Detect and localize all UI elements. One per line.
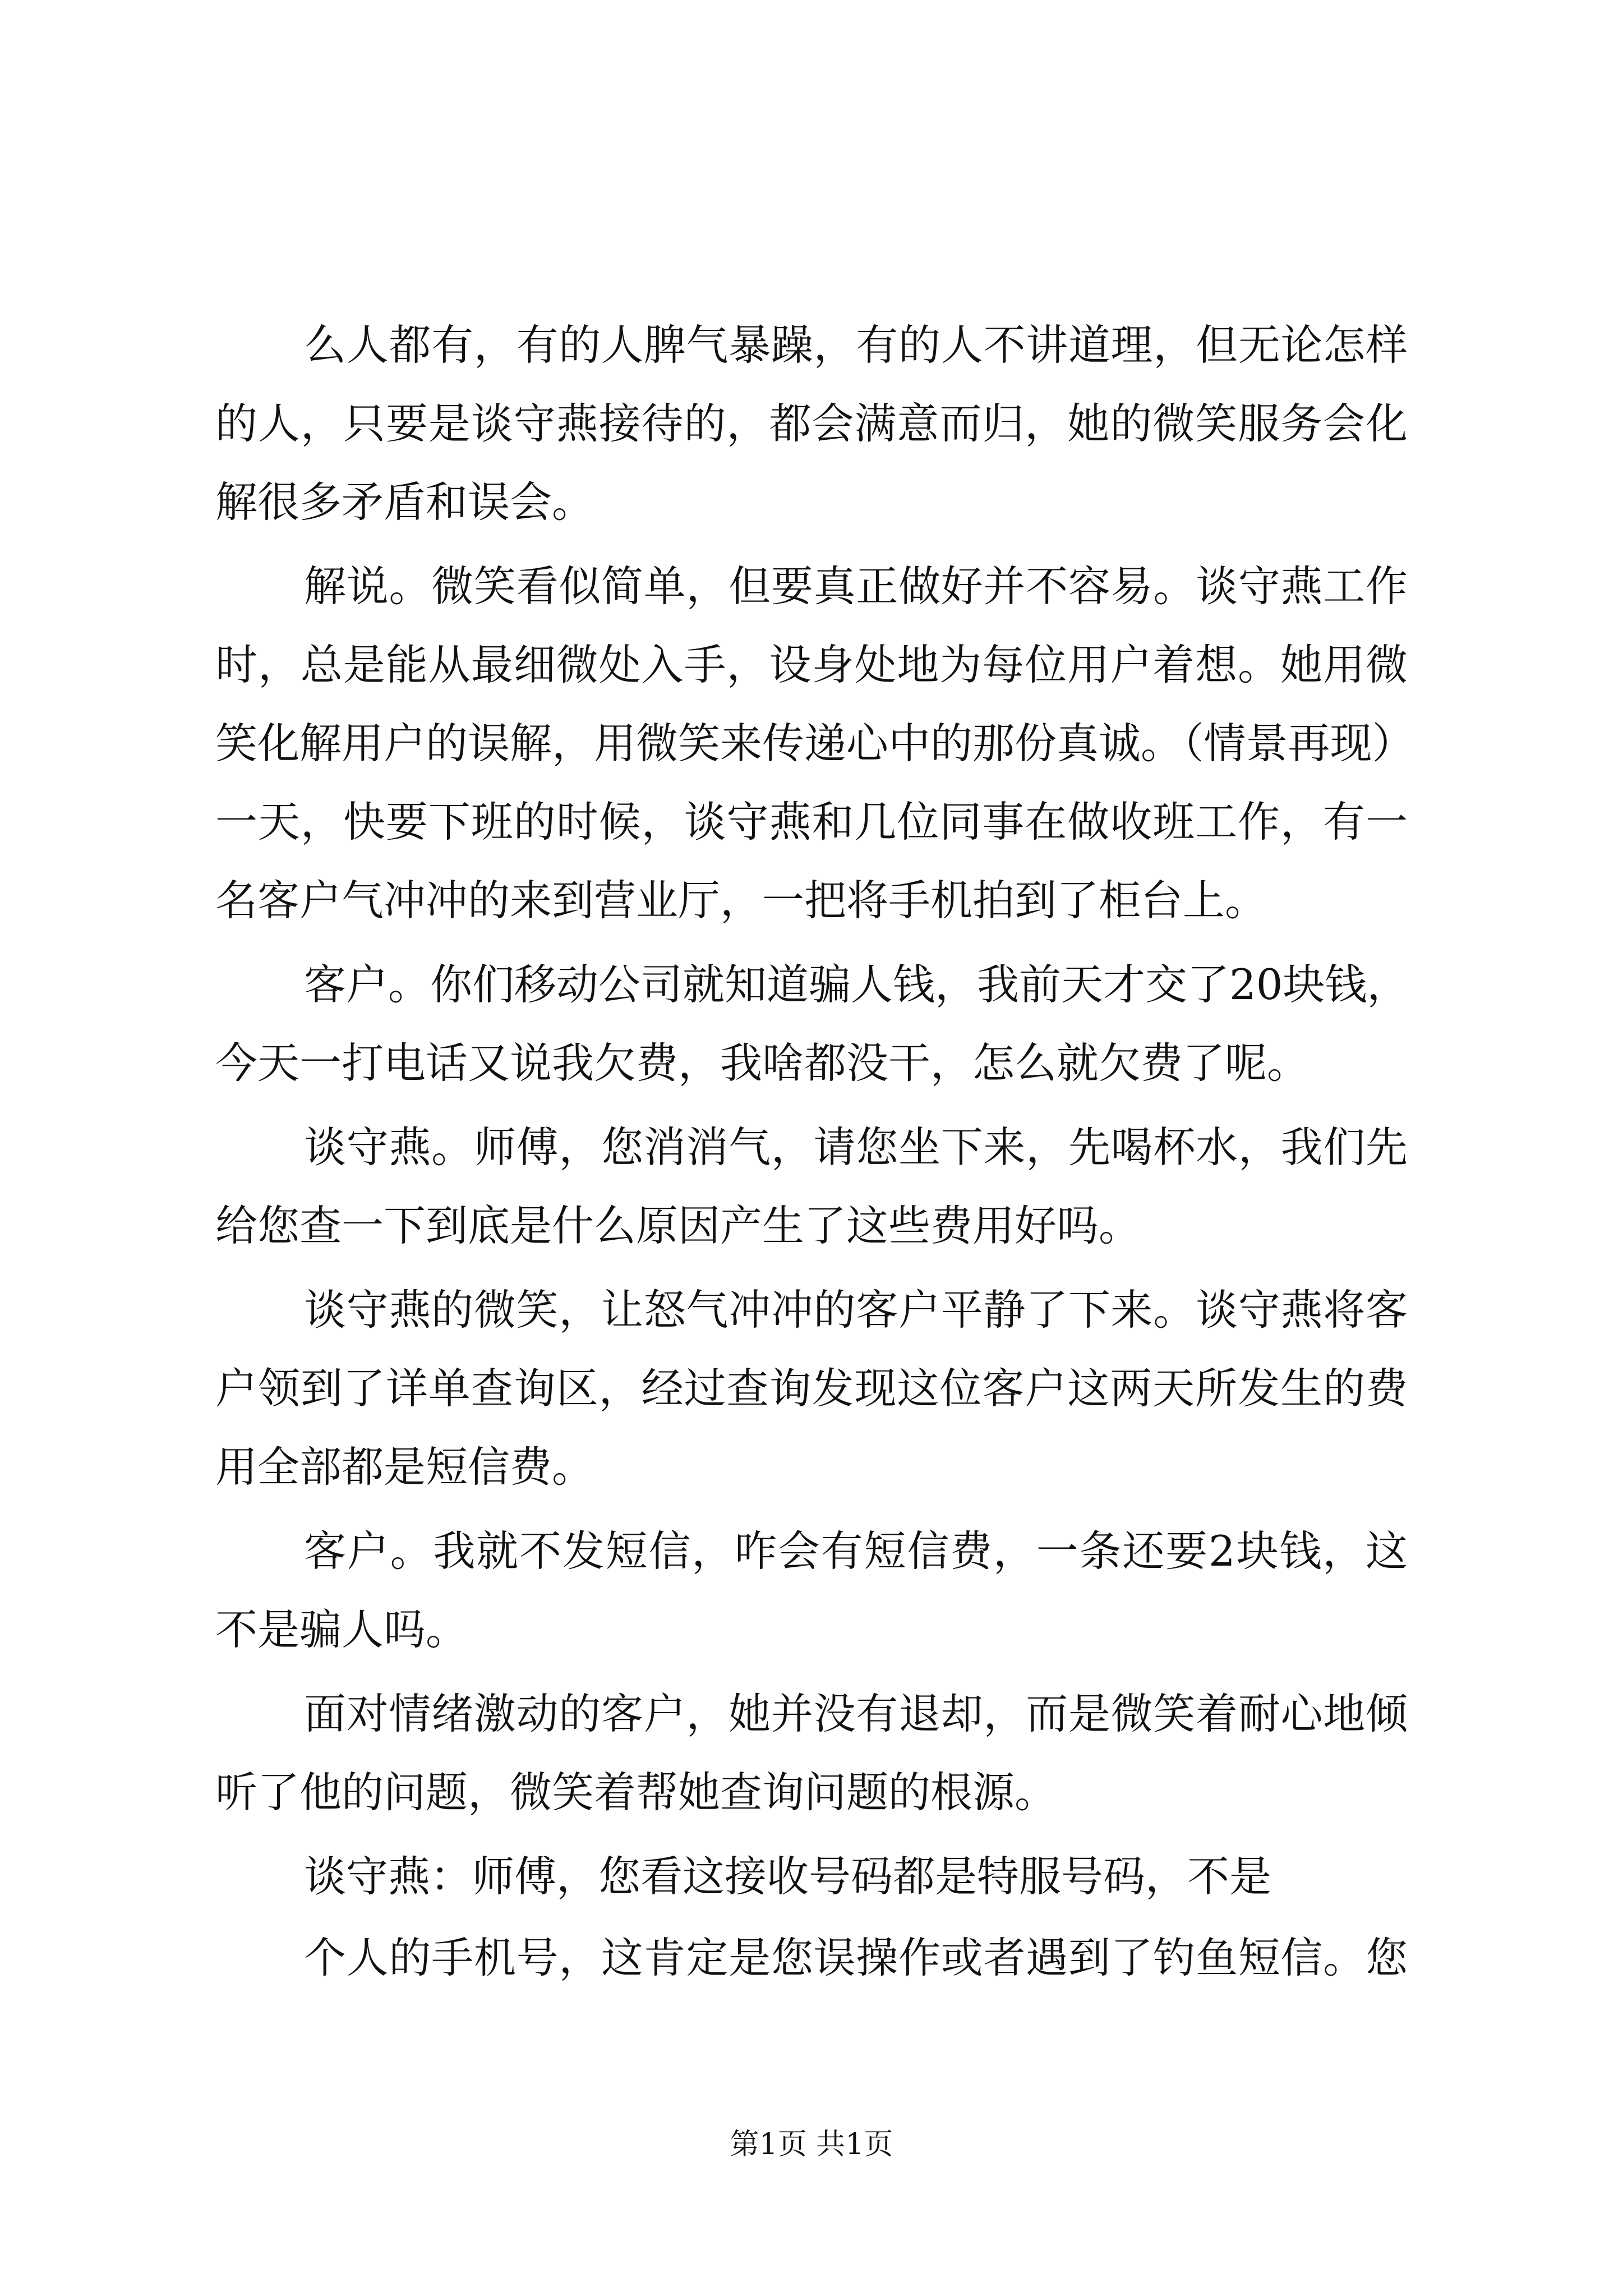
text-line: 笑化解用户的误解，用微笑来传递心中的那份真诚。（情景再现） [215, 719, 1414, 768]
text-line: 今天一打电话又说我欠费，我啥都没干，怎么就欠费了呢。 [215, 1038, 1310, 1088]
text-line: 给您查一下到底是什么原因产生了这些费用好吗。 [215, 1201, 1141, 1250]
text-line: 听了他的问题，微笑着帮她查询问题的根源。 [215, 1768, 1057, 1817]
text-line: 用全部都是短信费。 [215, 1442, 594, 1492]
text-line: 面对情绪激动的客户，她并没有退却，而是微笑着耐心地倾 [304, 1689, 1408, 1738]
text-line: 客户。你们移动公司就知道骗人钱，我前天才交了20块钱， [304, 960, 1409, 1009]
text-line: 谈守燕的微笑，让怒气冲冲的客户平静了下来。谈守燕将客 [304, 1285, 1408, 1335]
text-line: 一天，快要下班的时候，谈守燕和几位同事在做收班工作，有一 [215, 797, 1408, 846]
text-line: 个人的手机号，这肯定是您误操作或者遇到了钓鱼短信。您 [304, 1933, 1408, 1982]
page-footer: 第1页 共1页 [730, 2128, 893, 2161]
text-line: 客户。我就不发短信，咋会有短信费，一条还要2块钱，这 [304, 1526, 1408, 1576]
text-line: 解说。微笑看似简单，但要真正做好并不容易。谈守燕工作 [304, 562, 1408, 611]
text-line: 时，总是能从最细微处入手，设身处地为每位用户着想。她用微 [215, 640, 1408, 689]
text-line: 名客户气冲冲的来到营业厅，一把将手机拍到了柜台上。 [215, 876, 1267, 925]
text-line: 么人都有，有的人脾气暴躁，有的人不讲道理，但无论怎样 [304, 320, 1408, 370]
text-line: 不是骗人吗。 [215, 1605, 468, 1654]
text-line: 解很多矛盾和误会。 [215, 477, 594, 527]
text-line: 谈守燕。师傅，您消消气，请您坐下来，先喝杯水，我们先 [304, 1122, 1408, 1172]
text-line: 户领到了详单查询区，经过查询发现这位客户这两天所发生的费 [215, 1364, 1408, 1413]
text-line: 的人，只要是谈守燕接待的，都会满意而归，她的微笑服务会化 [215, 399, 1408, 448]
text-line: 谈守燕：师傅，您看这接收号码都是特服号码，不是 [304, 1852, 1272, 1901]
